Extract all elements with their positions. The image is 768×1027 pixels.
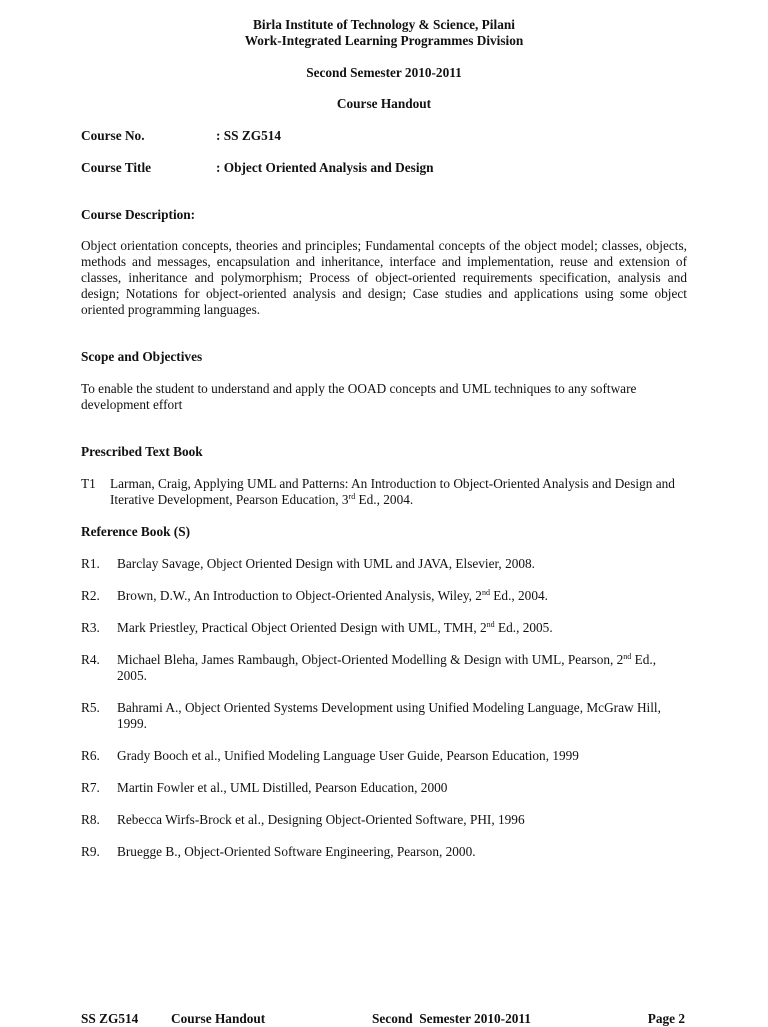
reference-r5	[81, 700, 687, 732]
footer-page-number: Page 2	[647, 1011, 685, 1026]
text-book-text-end: Ed., 2004.	[355, 492, 414, 507]
course-description-text: Object orientation concepts, theories and principles; Fundamental concepts of the object model; classes, objects, methods and messages, encapsulation and inheritance, interface and implementation, reuse and extension of classes, inheritance and polymorphism; Process of object-oriented requirements specification, analysis and design; Notations for object-oriented analysis and design; Case studies and applications using some object oriented programming languages.	[81, 238, 687, 317]
reference-text: Brown, D.W., An Introduction to Object-Oriented Analysis, Wiley, 2	[117, 588, 482, 603]
reference-label: R3.	[81, 620, 100, 635]
reference-label: R4.	[81, 652, 100, 667]
reference-r3	[81, 620, 687, 636]
institute-name: Birla Institute of Technology & Science, Pilani	[253, 17, 515, 32]
semester-heading: Second Semester 2010-2011	[306, 65, 462, 80]
footer-document-type: Course Handout	[171, 1011, 266, 1026]
reference-label: R7.	[81, 780, 100, 795]
scope-objectives-heading: Scope and Objectives	[81, 349, 203, 364]
reference-r4	[81, 652, 687, 684]
reference-label: R6.	[81, 748, 100, 763]
reference-r8	[81, 812, 687, 828]
reference-superscript: nd	[481, 588, 490, 597]
text-book-superscript: rd	[348, 492, 356, 501]
reference-text: Mark Priestley, Practical Object Oriented Design with UML, TMH, 2	[117, 620, 487, 635]
course-title-row	[81, 160, 687, 176]
reference-superscript: nd	[623, 652, 632, 661]
footer-semester: Second Semester 2010-2011	[372, 1011, 531, 1026]
reference-superscript: nd	[486, 620, 495, 629]
course-title-label: Course Title	[81, 160, 152, 175]
text-book-text: Larman, Craig, Applying UML and Patterns: An Introduction to Object-Oriented Analysis and Design and Iterative Development, Pearson Education, 3	[110, 476, 675, 507]
reference-text-end: Ed., 2005.	[117, 652, 657, 683]
text-book-t1	[81, 476, 687, 508]
reference-r9	[81, 844, 687, 860]
reference-label: R9.	[81, 844, 100, 859]
reference-text: Martin Fowler et al., UML Distilled, Pearson Education, 2000	[117, 780, 448, 795]
reference-text: Rebecca Wirfs-Brock et al., Designing Object-Oriented Software, PHI, 1996	[117, 812, 525, 827]
course-title-value: : Object Oriented Analysis and Design	[216, 160, 434, 175]
reference-label: R1.	[81, 556, 100, 571]
reference-r2	[81, 588, 687, 604]
reference-text: Barclay Savage, Object Oriented Design with UML and JAVA, Elsevier, 2008.	[117, 556, 535, 571]
reference-label: R8.	[81, 812, 100, 827]
reference-books-heading: Reference Book (S)	[81, 524, 191, 539]
reference-r7	[81, 780, 687, 796]
text-book-label: T1	[81, 476, 96, 491]
footer-course-number: SS ZG514	[81, 1011, 139, 1026]
reference-text-end: Ed., 2004.	[489, 588, 548, 603]
course-number-value: : SS ZG514	[216, 128, 282, 143]
prescribed-text-book-heading: Prescribed Text Book	[81, 444, 203, 459]
division-name: Work-Integrated Learning Programmes Division	[244, 33, 524, 48]
reference-label: R2.	[81, 588, 100, 603]
course-number-label: Course No.	[81, 128, 145, 143]
course-number-row	[81, 128, 687, 144]
reference-text: Michael Bleha, James Rambaugh, Object-Oriented Modelling & Design with UML, Pearson, 2	[117, 652, 624, 667]
reference-label: R5.	[81, 700, 100, 715]
reference-r1	[81, 556, 687, 572]
document-type-heading: Course Handout	[336, 96, 432, 111]
reference-text-end: Ed., 2005.	[494, 620, 553, 635]
reference-text: Bruegge B., Object-Oriented Software Engineering, Pearson, 2000.	[117, 844, 476, 859]
document-page	[81, 17, 687, 860]
scope-objectives-text: To enable the student to understand and apply the OOAD concepts and UML techniques to any software development effort	[81, 381, 637, 412]
reference-text: Grady Booch et al., Unified Modeling Language User Guide, Pearson Education, 1999	[117, 748, 579, 763]
reference-text: Bahrami A., Object Oriented Systems Development using Unified Modeling Language, McGraw Hill, 1999.	[117, 700, 661, 731]
reference-r6	[81, 748, 687, 764]
course-description-heading: Course Description:	[81, 207, 196, 222]
